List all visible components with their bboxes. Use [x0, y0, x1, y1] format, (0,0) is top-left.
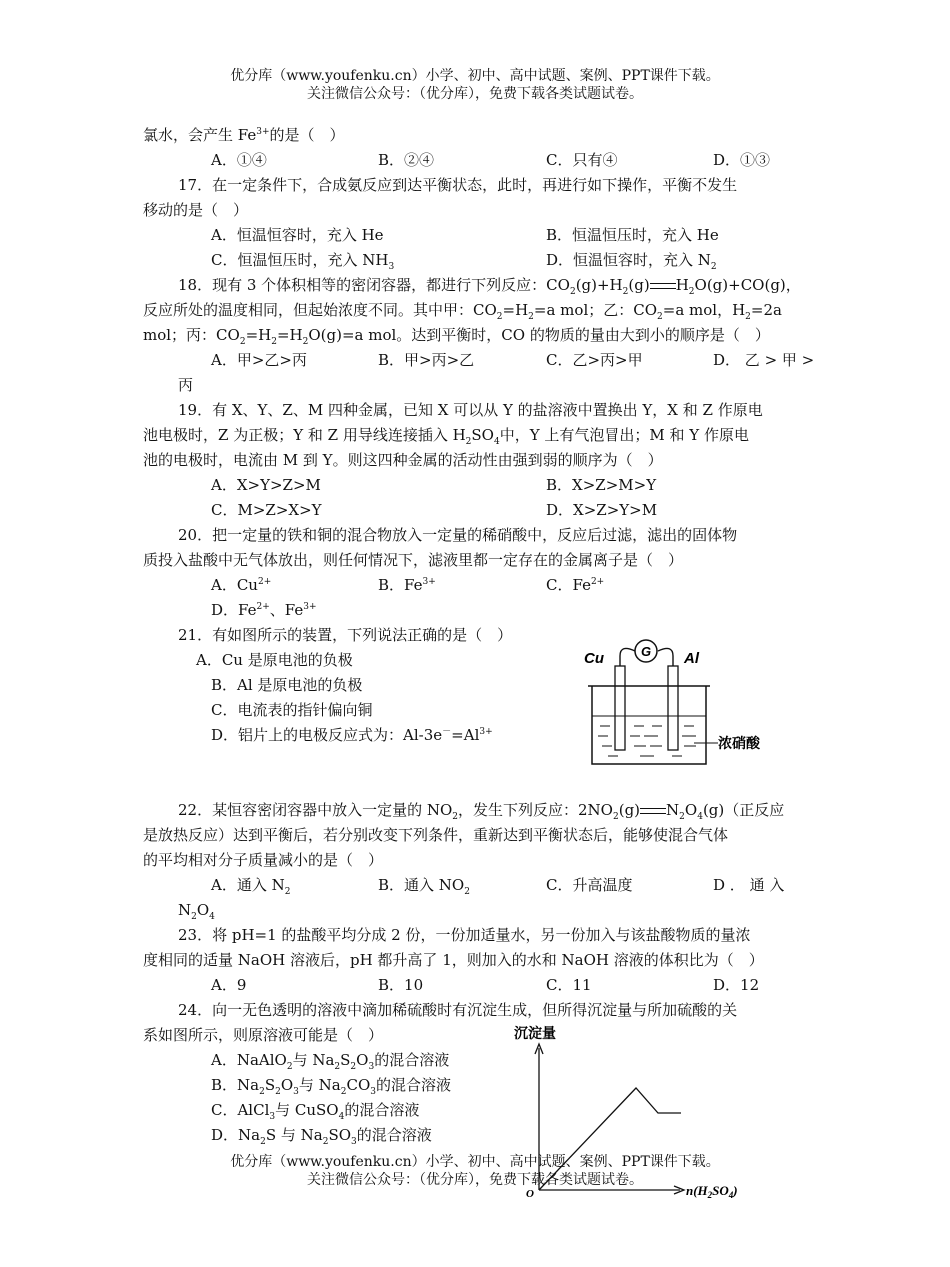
wire-right [658, 648, 673, 666]
q19-stem-line-2: 池电极时，Z 为正极；Y 和 Z 用导线连接插入 $H_2SO_4$中，Y 上有气泡冒出；M 和 Y 作原电 [143, 426, 749, 447]
q23-option-b: B．10 [378, 976, 424, 994]
footer-line-2: 关注微信公众号：（优分库），免费下载各类试题试卷。 [307, 1172, 643, 1188]
q17-option-a: A．恒温恒容时，充入 He [211, 226, 384, 244]
q20-option-c: C．$Fe^{2+}$ [546, 576, 605, 594]
figure-label-acid: 浓硝酸 [718, 736, 760, 752]
q20-option-b: B．$Fe^{3+}$ [378, 576, 436, 594]
figure-label-al: Al [684, 650, 699, 667]
galvanic-cell-figure [578, 634, 783, 769]
q20-option-a: A．$Cu^{2+}$ [211, 576, 272, 594]
q17-option-b: B．恒温恒压时，充入 He [546, 226, 719, 244]
q18-stem-line-2: 反应所处的温度相同，但起始浓度不同。其中甲：$CO_2=H_2=a$ mol；乙：$CO_2=a$ mol，$H_2=2a$ [143, 301, 782, 322]
header-line-1: 优分库（www.youfenku.cn）小学、初中、高中试题、案例、PPT课件下载。 [230, 68, 720, 84]
figure-label-cu: Cu [584, 650, 604, 667]
q22-option-b: B．通入 $NO_2$ [378, 876, 470, 897]
q16-option-d: D．①③ [713, 151, 771, 169]
q16-option-c: C．只有④ [546, 151, 618, 169]
q22-option-a: A．通入 $N_2$ [211, 876, 291, 897]
q22-option-d-wrap: $N_2O_4$ [178, 901, 215, 922]
q24-option-b: B．$Na_2S_2O_3$与 $Na_2CO_3$的混合溶液 [211, 1076, 451, 1097]
q19-option-a: A．X>Y>Z>M [211, 476, 321, 494]
footer-line-1: 优分库（www.youfenku.cn）小学、初中、高中试题、案例、PPT课件下载。 [230, 1154, 720, 1170]
electrode-al [668, 666, 678, 750]
q21-option-b: B．Al 是原电池的负极 [211, 676, 363, 694]
q18-stem-line-1: 18．现有 3 个体积相等的密闭容器，都进行下列反应：$CO_2(g)+H_2(g)$ $H_2O(g)+CO(g)$， [178, 276, 801, 297]
q24-stem-line-1: 24．向一无色透明的溶液中滴加稀硫酸时有沉淀生成，但所得沉淀量与所加硫酸的关 [178, 1001, 738, 1019]
q24-option-c: C．AlCl$_3$与 CuSO$_4$的混合溶液 [211, 1101, 420, 1122]
q18-option-d: D． 乙 > 甲 > [713, 351, 815, 369]
q24-option-a: A．NaAlO$_2$与 $Na_2S_2O_3$的混合溶液 [211, 1051, 450, 1072]
q17-stem-line-1: 17．在一定条件下，合成氨反应到达平衡状态，此时，再进行如下操作，平衡不发生 [178, 176, 738, 194]
q21-option-a: A．Cu 是原电池的负极 [196, 651, 353, 669]
q21-stem: 21．有如图所示的装置，下列说法正确的是（ ） [178, 626, 513, 644]
q18-option-c: C．乙>丙>甲 [546, 351, 643, 369]
equilibrium-arrow-icon [650, 281, 676, 291]
q23-option-d: D．12 [713, 976, 760, 994]
graph-origin: O [526, 1188, 534, 1200]
q23-stem-line-1: 23．将 pH=1 的盐酸平均分成 2 份，一份加适量水，另一份加入与该盐酸物质的量浓 [178, 926, 751, 944]
q19-stem-line-1: 19．有 X、Y、Z、M 四种金属，已知 X 可以从 Y 的盐溶液中置换出 Y，X 和 Z 作原电 [178, 401, 763, 419]
q17-option-c: C．恒温恒压时，充入 $NH_3$ [211, 251, 395, 272]
beaker [592, 686, 706, 764]
q22-stem-line-2: 是放热反应）达到平衡后，若分别改变下列条件，重新达到平衡状态后，能够使混合气体 [143, 826, 729, 844]
q16-option-b: B．②④ [378, 151, 435, 169]
q24-stem-line-2: 系如图所示，则原溶液可能是（ ） [143, 1026, 384, 1044]
q19-option-d: D．X>Z>Y>M [546, 501, 658, 519]
wire-left [620, 648, 635, 666]
q18-stem-line-3: mol；丙：$CO_2=H_2=H_2O(g)=a$ mol。达到平衡时，CO 的物质的量由大到小的顺序是（ ） [143, 326, 770, 347]
q17-stem-line-2: 移动的是（ ） [143, 201, 249, 219]
equilibrium-arrow-icon [640, 806, 666, 816]
q23-stem-line-2: 度相同的适量 NaOH 溶液后，pH 都升高了 1，则加入的水和 NaOH 溶液的体积比为（ ） [143, 951, 764, 969]
q22-option-d: D ． 通 入 [713, 876, 785, 894]
q22-option-c: C．升高温度 [546, 876, 633, 894]
header-line-2: 关注微信公众号：（优分库），免费下载各类试题试卷。 [307, 86, 643, 102]
q23-option-c: C．11 [546, 976, 592, 994]
q18-option-b: B．甲>丙>乙 [378, 351, 475, 369]
q19-stem-line-3: 池的电极时，电流由 M 到 Y。则这四种金属的活动性由强到弱的顺序为（ ） [143, 451, 663, 469]
q16-continuation: 氯水，会产生 $Fe^{3+}$的是（ ） [143, 126, 345, 144]
q20-stem-line-2: 质投入盐酸中无气体放出，则任何情况下，滤液里都一定存在的金属离子是（ ） [143, 551, 684, 569]
q18-option-a: A．甲>乙>丙 [211, 351, 307, 369]
graph-x-label: $n(H_2SO_4)$ [686, 1183, 738, 1200]
q19-option-c: C．M>Z>X>Y [211, 501, 322, 519]
q22-stem-line-3: 的平均相对分子质量减小的是（ ） [143, 851, 384, 869]
q24-option-d: D．$Na_2S$ 与 $Na_2SO_3$的混合溶液 [211, 1126, 432, 1147]
q23-option-a: A．9 [211, 976, 247, 994]
q18-option-d-wrap: 丙 [178, 376, 194, 394]
q17-option-d: D．恒温恒容时，充入 $N_2$ [546, 251, 717, 272]
q19-option-b: B．X>Z>M>Y [546, 476, 657, 494]
q16-option-a: A．①④ [211, 151, 267, 169]
q20-option-d: D．$Fe^{2+}$、$Fe^{3+}$ [211, 601, 317, 619]
graph-y-label: 沉淀量 [514, 1026, 556, 1042]
q21-option-d: D．铝片上的电极反应式为：$Al-3e^-=Al^{3+}$ [211, 726, 493, 744]
q20-stem-line-1: 20．把一定量的铁和铜的混合物放入一定量的稀硝酸中，反应后过滤，滤出的固体物 [178, 526, 738, 544]
q22-stem-line-1: 22．某恒容密闭容器中放入一定量的 $NO_2$，发生下列反应：$2NO_2(g)$ $N_2O_4(g)$（正反应 [178, 801, 785, 822]
q21-option-c: C．电流表的指针偏向铜 [211, 701, 373, 719]
galvanometer-label: G [640, 644, 652, 659]
electrode-cu [615, 666, 625, 750]
